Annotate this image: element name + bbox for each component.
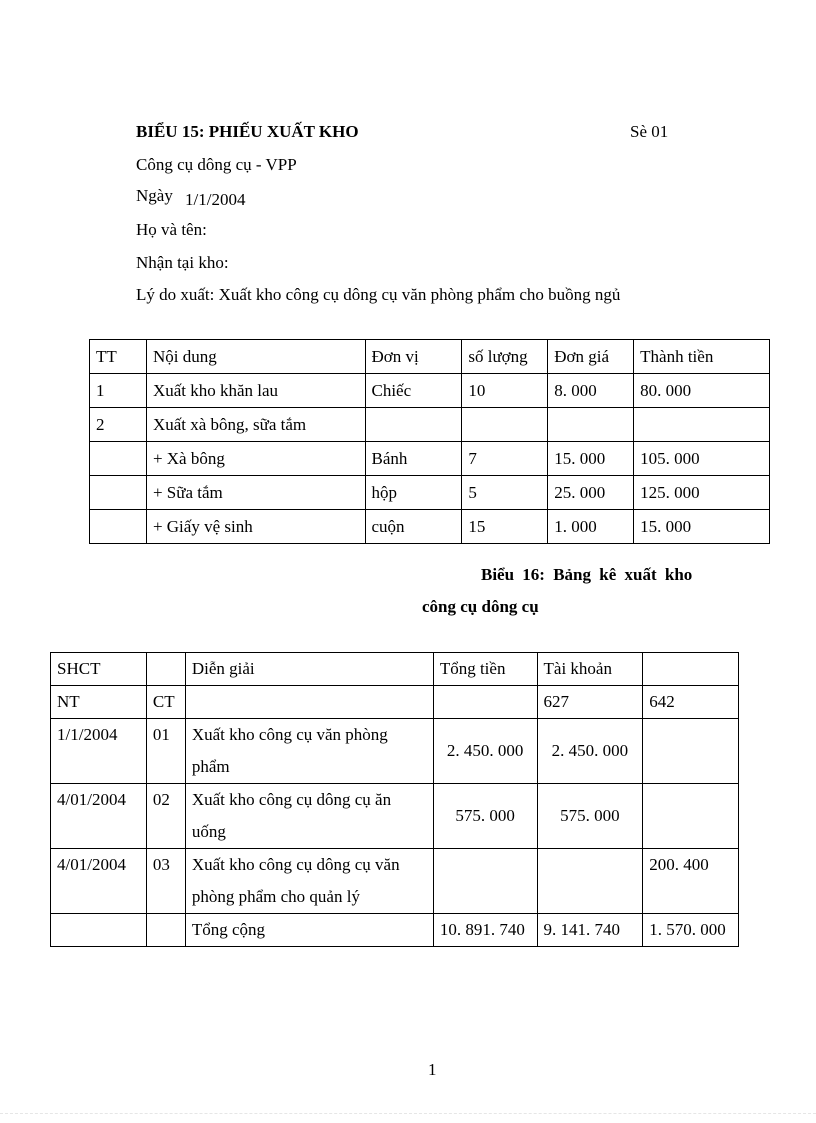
- section-title: Biểu 16: Bảng kê xuất kho: [481, 565, 693, 584]
- cell: [90, 510, 147, 544]
- cell: 10: [462, 374, 548, 408]
- cell: Bánh: [365, 442, 462, 476]
- total-642: 1. 570. 000: [643, 914, 739, 947]
- cell: Chiếc: [365, 374, 462, 408]
- name-label: Họ và tên:: [136, 220, 207, 239]
- issue-summary-table: [50, 652, 739, 947]
- cell: [643, 719, 739, 784]
- header-cell: Nội dung: [146, 340, 365, 374]
- cell: + Sữa tắm: [146, 476, 365, 510]
- cell: 575. 000: [537, 784, 643, 849]
- cell: NT: [51, 686, 147, 719]
- cell: 03: [146, 849, 185, 914]
- cell: 8. 000: [548, 374, 634, 408]
- cell: [365, 408, 462, 442]
- table-row: [51, 849, 739, 914]
- cell: 575. 000: [433, 784, 537, 849]
- section-subtitle: công cụ dông cụ: [422, 597, 539, 616]
- cell: Xuất kho khăn lau: [146, 374, 365, 408]
- cell: 7: [462, 442, 548, 476]
- cell: 80. 000: [634, 374, 770, 408]
- header-cell: [643, 653, 739, 686]
- cell: 4/01/2004: [51, 784, 147, 849]
- cell: 5: [462, 476, 548, 510]
- warehouse-label: Nhận tại kho:: [136, 253, 229, 272]
- cell: [433, 849, 537, 914]
- cell: 25. 000: [548, 476, 634, 510]
- document-number: Sè 01: [630, 122, 669, 141]
- header-cell: Thành tiền: [634, 340, 770, 374]
- cell: [643, 784, 739, 849]
- cell: [185, 686, 433, 719]
- cell: 1: [90, 374, 147, 408]
- cell: 642: [643, 686, 739, 719]
- cell: [51, 914, 147, 947]
- page-number: 1: [428, 1060, 437, 1079]
- cell: Xuất kho công cụ dông cụ ăn uống: [185, 784, 433, 849]
- category-line: Công cụ dông cụ - VPP: [136, 155, 297, 174]
- table-total-row: [51, 914, 739, 947]
- cell: 4/01/2004: [51, 849, 147, 914]
- header-cell: Tổng tiền: [433, 653, 537, 686]
- cell: [537, 849, 643, 914]
- table-row: [90, 408, 770, 442]
- cell: [548, 408, 634, 442]
- cell: 01: [146, 719, 185, 784]
- cell: 105. 000: [634, 442, 770, 476]
- cell: [90, 442, 147, 476]
- header-cell: số lượng: [462, 340, 548, 374]
- cell: 15. 000: [548, 442, 634, 476]
- cell: 2. 450. 000: [433, 719, 537, 784]
- table-header-row: [51, 653, 739, 686]
- total-627: 9. 141. 740: [537, 914, 643, 947]
- header-cell: SHCT: [51, 653, 147, 686]
- cell: 02: [146, 784, 185, 849]
- table-row: [51, 784, 739, 849]
- header-cell: Tài khoản: [537, 653, 643, 686]
- cell: 2. 450. 000: [537, 719, 643, 784]
- table-subheader-row: [51, 686, 739, 719]
- cell: cuộn: [365, 510, 462, 544]
- cell: CT: [146, 686, 185, 719]
- cell: [146, 914, 185, 947]
- cell: 627: [537, 686, 643, 719]
- table-row: [90, 442, 770, 476]
- cell: [462, 408, 548, 442]
- total-amount: 10. 891. 740: [433, 914, 537, 947]
- cell: 1. 000: [548, 510, 634, 544]
- cell: 125. 000: [634, 476, 770, 510]
- document-title: BIỂU 15: PHIẾU XUẤT KHO: [136, 122, 359, 141]
- header-cell: [146, 653, 185, 686]
- table-row: [90, 374, 770, 408]
- cell: [634, 408, 770, 442]
- cell: [433, 686, 537, 719]
- table-row: [51, 719, 739, 784]
- cell: + Xà bông: [146, 442, 365, 476]
- cell: 15: [462, 510, 548, 544]
- date-label: Ngày: [136, 186, 173, 205]
- cell: 200. 400: [643, 849, 739, 914]
- header-cell: Đơn giá: [548, 340, 634, 374]
- table-header-row: [90, 340, 770, 374]
- cell: + Giấy vệ sinh: [146, 510, 365, 544]
- total-label: Tổng cộng: [185, 914, 433, 947]
- cell: Xuất kho công cụ văn phòng phẩm: [185, 719, 433, 784]
- table-row: [90, 510, 770, 544]
- cell: hộp: [365, 476, 462, 510]
- cell: 15. 000: [634, 510, 770, 544]
- cell: Xuất xà bông, sữa tắm: [146, 408, 365, 442]
- cell: [90, 476, 147, 510]
- header-cell: Đơn vị: [365, 340, 462, 374]
- cell: Xuất kho công cụ dông cụ văn phòng phẩm cho quản lý: [185, 849, 433, 914]
- page-bottom-rule: [0, 1113, 816, 1114]
- table-row: [90, 476, 770, 510]
- cell: 2: [90, 408, 147, 442]
- cell: 1/1/2004: [51, 719, 147, 784]
- header-cell: TT: [90, 340, 147, 374]
- reason-line: Lý do xuất: Xuất kho công cụ dông cụ văn phòng phẩm cho buồng ngủ: [136, 285, 621, 304]
- header-cell: Diễn giải: [185, 653, 433, 686]
- issue-slip-table: [89, 339, 770, 544]
- date-value: 1/1/2004: [185, 190, 246, 209]
